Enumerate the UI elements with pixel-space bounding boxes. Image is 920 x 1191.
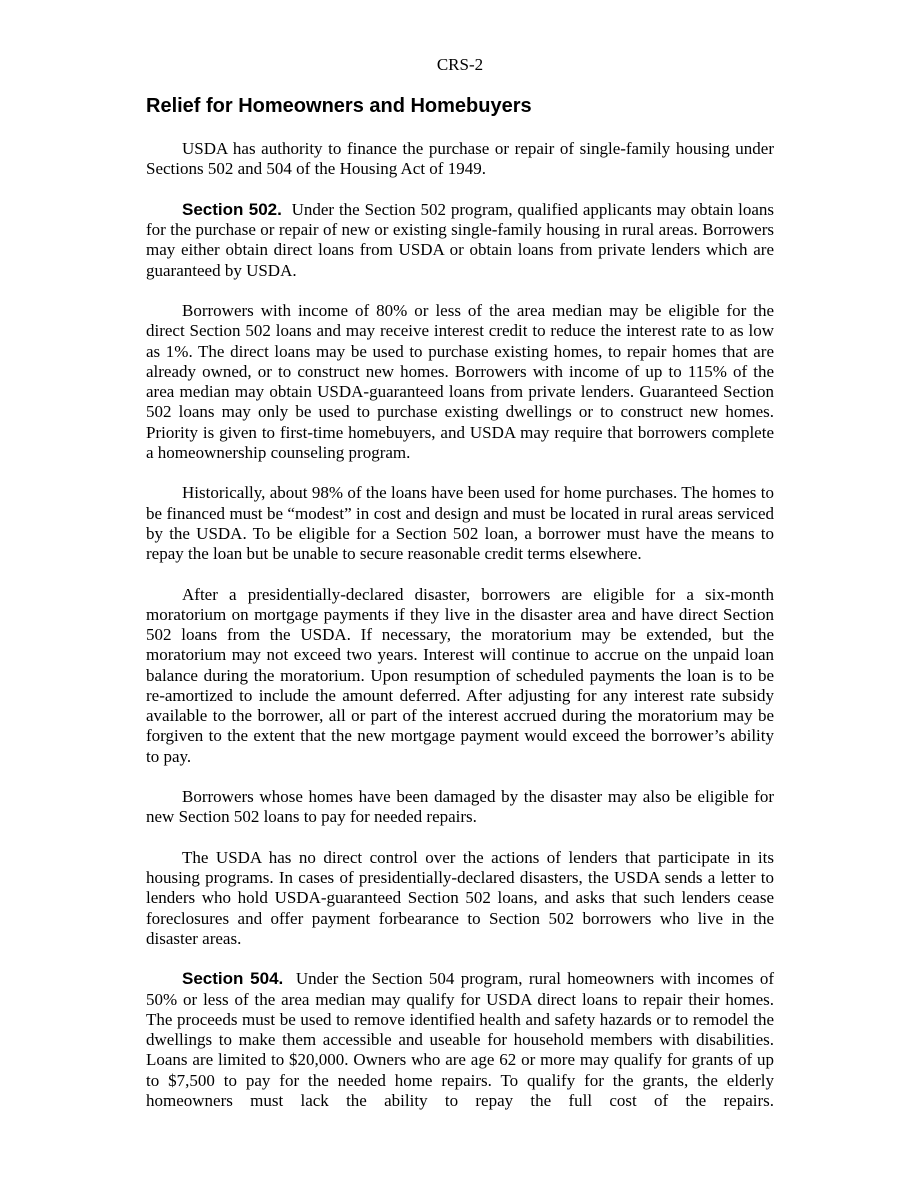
paragraph-section-504 (146, 969, 774, 1111)
paragraph-lender-control (146, 848, 774, 949)
run-in-heading-section-504: Section 504. (182, 969, 284, 989)
paragraph-text: Borrowers whose homes have been damaged by the disaster may also be eligible for new Section 502 loans to pay for needed repairs. (146, 787, 774, 827)
paragraph-text: Under the Section 502 program, qualified applicants may obtain loans for the purchase or repair of new or existing single-family housing in rural areas. Borrowers may either obtain direct loans from USDA or obtain loans from private lenders which are guaranteed by USDA. (146, 199, 775, 280)
run-in-heading-section-502: Section 502. (182, 199, 282, 219)
paragraph-repair-loans (146, 787, 774, 828)
section-heading: Relief for Homeowners and Homebuyers (146, 95, 532, 117)
paragraph-text: After a presidentially-declared disaster, borrowers are eligible for a six-month moratorium on mortgage payments if they live in the disaster area and have direct Section 502 loans from the USDA. If necessary, the moratorium may be extended, but the moratorium may not exceed two years. Interest will continue to accrue on the unpaid loan balance during the moratorium. Upon resumption of scheduled payments the loan is to be re-amortized to include the amount deferred. After adjusting for any interest rate subsidy available to the borrower, all or part of the interest accrued during the moratorium may be forgiven to the extent that the new mortgage payment would exceed the borrower’s ability to pay. (146, 584, 774, 766)
paragraph-text: Under the Section 504 program, rural homeowners with incomes of 50% or less of the area median may qualify for USDA direct loans to repair their homes. The proceeds must be used to remove identified health and safety hazards or to remodel the dwellings to make them accessible and useable for household members with disabilities. Loans are limited to $20,000. Owners who are age 62 or more may qualify for grants of up to $7,500 to pay for the needed home repairs. To qualify for the grants, the elderly homeowners must lack the ability to repay the full cost of the repairs. (146, 969, 774, 1110)
paragraph-text: The USDA has no direct control over the actions of lenders that participate in its housing programs. In cases of presidentially-declared disasters, the USDA sends a letter to lenders who hold USDA-guaranteed Section 502 loans, and asks that such lenders cease foreclosures and offer payment forbearance to Section 502 borrowers who live in the disaster areas. (146, 847, 774, 948)
paragraph-text: USDA has authority to finance the purchase or repair of single-family housing under Sections 502 and 504 of the Housing Act of 1949. (146, 139, 774, 179)
body-text (146, 139, 774, 1131)
paragraph-loan-history (146, 483, 774, 564)
paragraph-section-502 (146, 200, 774, 281)
paragraph-text: Historically, about 98% of the loans have been used for home purchases. The homes to be financed must be “modest” in cost and design and must be located in rural areas serviced by the USDA. To be eligible for a Section 502 loan, a borrower must have the means to repay the loan but be unable to secure reasonable credit terms elsewhere. (146, 483, 774, 563)
page-header: CRS-2 (436, 55, 484, 74)
paragraph-disaster-moratorium (146, 585, 774, 767)
paragraph-text: Borrowers with income of 80% or less of the area median may be eligible for the direct Section 502 loans and may receive interest credit to reduce the interest rate to as low as 1%. The direct loans may be used to purchase existing homes, to repair homes that are already owned, or to construct new homes. Borrowers with income of up to 115% of the area median may obtain USDA-guaranteed loans from private lenders. Guaranteed Section 502 loans may only be used to purchase existing dwellings or to construct new homes. Priority is given to first-time homebuyers, and USDA may require that borrowers complete a homeownership counseling program. (146, 301, 774, 462)
paragraph-intro (146, 139, 774, 180)
paragraph-income-eligibility (146, 301, 774, 463)
